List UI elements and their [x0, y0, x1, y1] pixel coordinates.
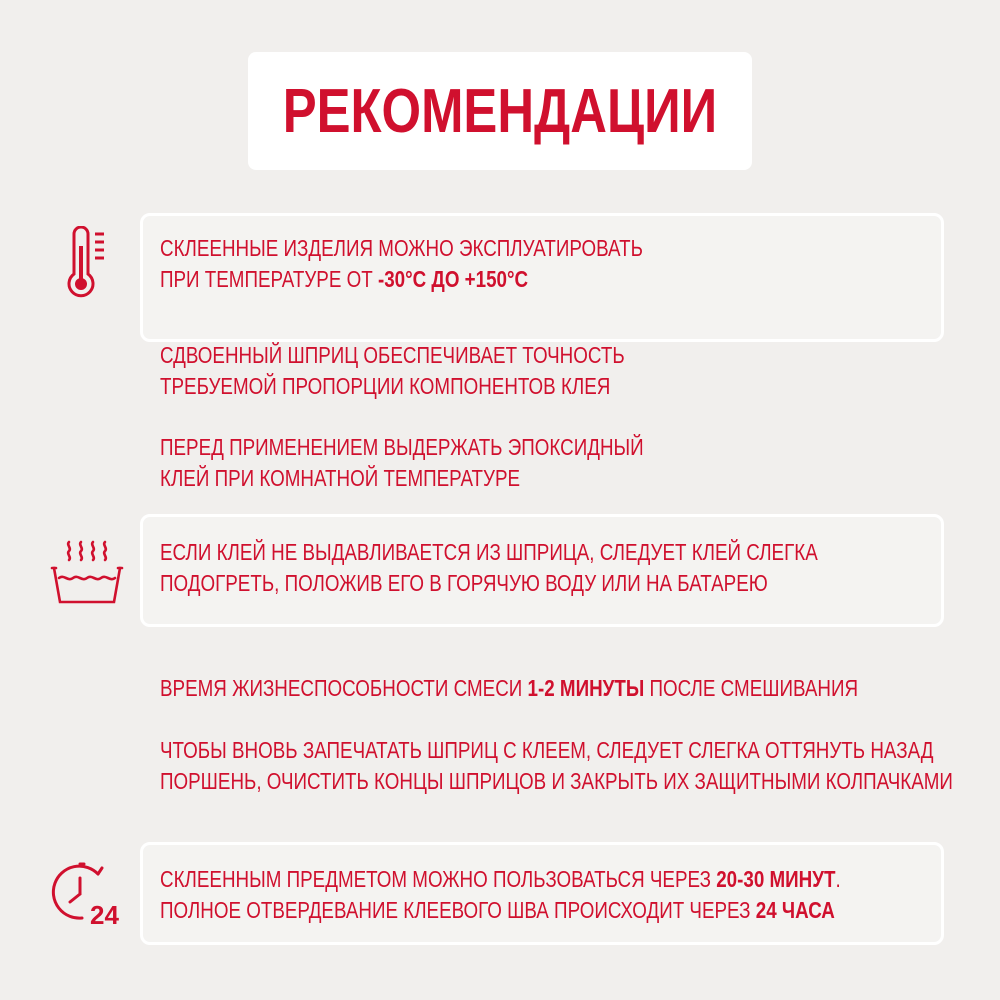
- syringe-text: [160, 340, 625, 402]
- hot-water-bowl-icon: [50, 540, 124, 606]
- cure-time-line-2-prefix: ПОЛНОЕ ОТВЕРДЕВАНИЕ КЛЕЕВОГО ШВА ПРОИСХОДИТ ЧЕРЕЗ: [160, 897, 756, 923]
- clock-24-label: 24: [90, 900, 119, 930]
- room-temp-text: [160, 432, 644, 494]
- cure-time-line-2: [160, 895, 841, 926]
- temperature-line-2-prefix: ПРИ ТЕМПЕРАТУРЕ ОТ: [160, 266, 378, 292]
- title-box: [248, 52, 752, 170]
- syringe-line-2: ТРЕБУЕМОЙ ПРОПОРЦИИ КОМПОНЕНТОВ КЛЕЯ: [160, 373, 611, 399]
- cure-time-line-1: [160, 864, 841, 895]
- temperature-range: -30°С ДО +150°С: [377, 266, 529, 292]
- reseal-line-1: ЧТОБЫ ВНОВЬ ЗАПЕЧАТАТЬ ШПРИЦ С КЛЕЕМ, СЛЕДУЕТ СЛЕГКА ОТТЯНУТЬ НАЗАД: [160, 737, 934, 763]
- pot-life-suffix: ПОСЛЕ СМЕШИВАНИЯ: [644, 675, 859, 701]
- temperature-text: [160, 233, 643, 295]
- reseal-line-2: ПОРШЕНЬ, ОЧИСТИТЬ КОНЦЫ ШПРИЦОВ И ЗАКРЫТЬ ИХ ЗАЩИТНЫМИ КОЛПАЧКАМИ: [160, 768, 953, 794]
- page-title: РЕКОМЕНДАЦИИ: [282, 76, 718, 146]
- thermometer-icon: [62, 226, 108, 298]
- cure-time-line-1-suffix: .: [835, 866, 841, 892]
- reseal-text: [160, 735, 953, 797]
- cure-time-text: [160, 864, 841, 926]
- temperature-line-1: СКЛЕЕННЫЕ ИЗДЕЛИЯ МОЖНО ЭКСПЛУАТИРОВАТЬ: [160, 235, 643, 261]
- syringe-line-1: СДВОЕННЫЙ ШПРИЦ ОБЕСПЕЧИВАЕТ ТОЧНОСТЬ: [160, 342, 625, 368]
- warm-water-line-2: ПОДОГРЕТЬ, ПОЛОЖИВ ЕГО В ГОРЯЧУЮ ВОДУ ИЛИ НА БАТАРЕЮ: [160, 570, 768, 596]
- full-cure-duration: 24 ЧАСА: [755, 897, 835, 923]
- warm-water-line-1: ЕСЛИ КЛЕЙ НЕ ВЫДАВЛИВАЕТСЯ ИЗ ШПРИЦА, СЛЕДУЕТ КЛЕЙ СЛЕГКА: [160, 539, 818, 565]
- temperature-line-2: [160, 264, 643, 295]
- cure-time-line-1-prefix: СКЛЕЕННЫМ ПРЕДМЕТОМ МОЖНО ПОЛЬЗОВАТЬСЯ ЧЕРЕЗ: [160, 866, 717, 892]
- room-temp-line-1: ПЕРЕД ПРИМЕНЕНИЕМ ВЫДЕРЖАТЬ ЭПОКСИДНЫЙ: [160, 434, 644, 460]
- pot-life-prefix: ВРЕМЯ ЖИЗНЕСПОСОБНОСТИ СМЕСИ: [160, 675, 528, 701]
- warm-water-text: [160, 537, 818, 599]
- clock-24-icon: [50, 860, 120, 930]
- pot-life-text: [160, 673, 858, 704]
- usable-after-duration: 20-30 МИНУТ: [716, 866, 836, 892]
- pot-life-line-1: [160, 673, 858, 704]
- room-temp-line-2: КЛЕЙ ПРИ КОМНАТНОЙ ТЕМПЕРАТУРЕ: [160, 465, 521, 491]
- pot-life-duration: 1-2 МИНУТЫ: [527, 675, 645, 701]
